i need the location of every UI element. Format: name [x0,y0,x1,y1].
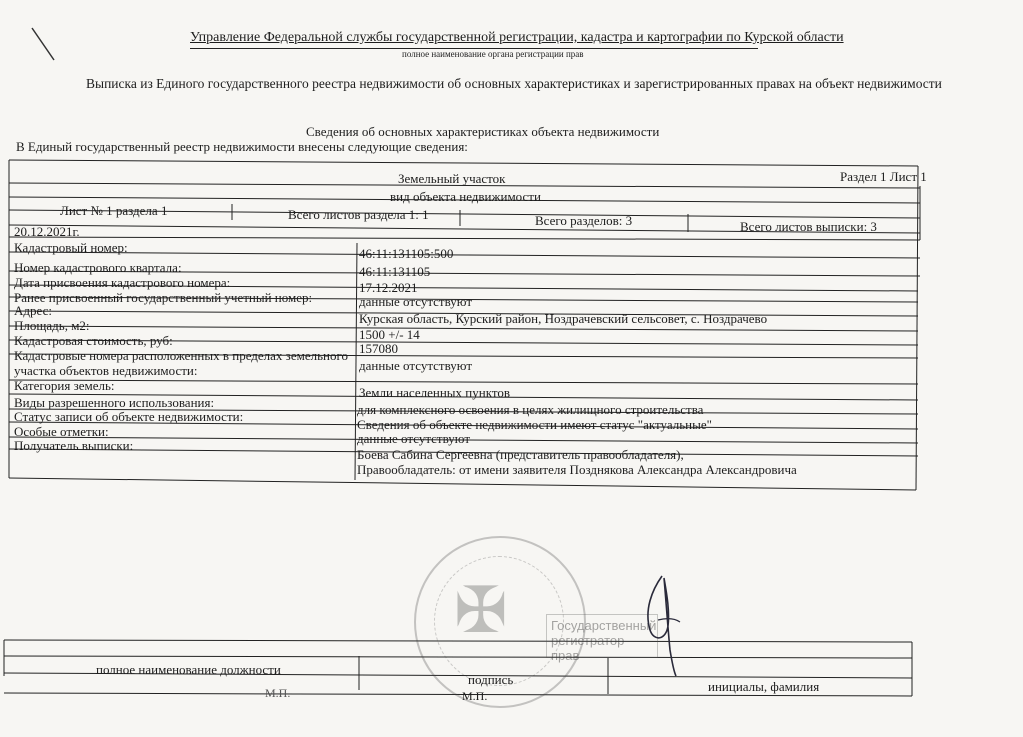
seal-place-label: М.П. [462,689,488,703]
registrar-stamp: Государственный регистратор прав [546,614,658,658]
total-sheets-extract: Всего листов выписки: 3 [740,219,877,234]
object-type: Земельный участок [398,171,506,186]
total-sheets-section: Всего листов раздела 1: 1 [288,207,429,222]
object-type-caption: вид объекта недвижимости [390,189,541,204]
row-value-cadastral-number: 46:11:131105:500 [359,246,454,261]
row-value-permitted-use: для комплексного освоения в целях жилищного строительства [357,402,704,417]
organization-name: Управление Федеральной службы государственной регистрации, кадастра и картографии по Курской области [190,30,844,45]
extract-date: 20.12.2021г. [14,224,80,239]
row-value-record-status: Сведения об объекте недвижимости имеют статус "актуальные" [357,417,712,432]
handwritten-signature [622,570,692,680]
row-value-recipient: Боева Сабина Сергеевна (представитель правообладателя), [357,447,684,462]
row-value-address: Курская область, Курский район, Ноздрачевский сельсовет, с. Ноздрачево [359,311,768,326]
total-sections: Всего разделов: 3 [535,213,633,228]
row-label-cadastral-value: Кадастровая стоимость, руб: [14,333,173,348]
row-value-recipient-2: Правообладатель: от имени заявителя Позднякова Александра Александровича [357,462,797,477]
row-label-special-notes: Особые отметки: [14,424,109,439]
name-caption: инициалы, фамилия [708,679,820,694]
row-label-address: Адрес: [14,303,52,318]
organization-caption: полное наименование органа регистрации прав [402,49,584,59]
row-label-cadastral-number: Кадастровый номер: [14,240,128,255]
row-value-assignment-date: 17.12.2021 [359,280,418,295]
row-label-previous-number: Ранее присвоенный государственный учетный номер: [14,290,313,305]
position-caption: полное наименование должности [96,662,281,677]
row-label-recipient: Получатель выписки: [14,438,134,453]
row-value-special-notes: данные отсутствуют [357,431,471,446]
section-sheet-label: Раздел 1 Лист 1 [840,169,927,184]
signature-caption: подпись [468,672,514,687]
row-label-cadastral-quarter: Номер кадастрового квартала: [14,260,182,275]
document-title: Выписка из Единого государственного реестра недвижимости об основных характеристиках и зарегистрированных правах на объект недвижимости [86,76,942,91]
section-heading: Сведения об основных характеристиках объекта недвижимости [306,124,660,139]
row-label-area: Площадь, м2: [14,318,90,333]
row-label-objects-within: Кадастровые номера расположенных в пределах земельного [14,348,348,363]
row-value-cadastral-value: 157080 [359,341,398,356]
row-value-land-category: Земли населенных пунктов [359,385,510,400]
row-value-cadastral-quarter: 46:11:131105 [359,264,431,279]
eagle-emblem-icon: ✠ [454,574,508,648]
seal-place-label-faded: М.П. [265,686,291,700]
row-value-objects-within: данные отсутствуют [359,358,473,373]
row-label-record-status: Статус записи об объекте недвижимости: [14,409,244,424]
sheet-number: Лист № 1 раздела 1 [60,203,168,218]
intro-text: В Единый государственный реестр недвижимости внесены следующие сведения: [16,139,468,154]
row-label-land-category: Категория земель: [14,378,115,393]
row-label-objects-within-2: участка объектов недвижимости: [14,363,198,378]
row-value-area: 1500 +/- 14 [359,327,420,342]
row-label-assignment-date: Дата присвоения кадастрового номера: [14,275,231,290]
row-value-previous-number: данные отсутствуют [359,294,473,309]
row-label-permitted-use: Виды разрешенного использования: [14,395,215,410]
